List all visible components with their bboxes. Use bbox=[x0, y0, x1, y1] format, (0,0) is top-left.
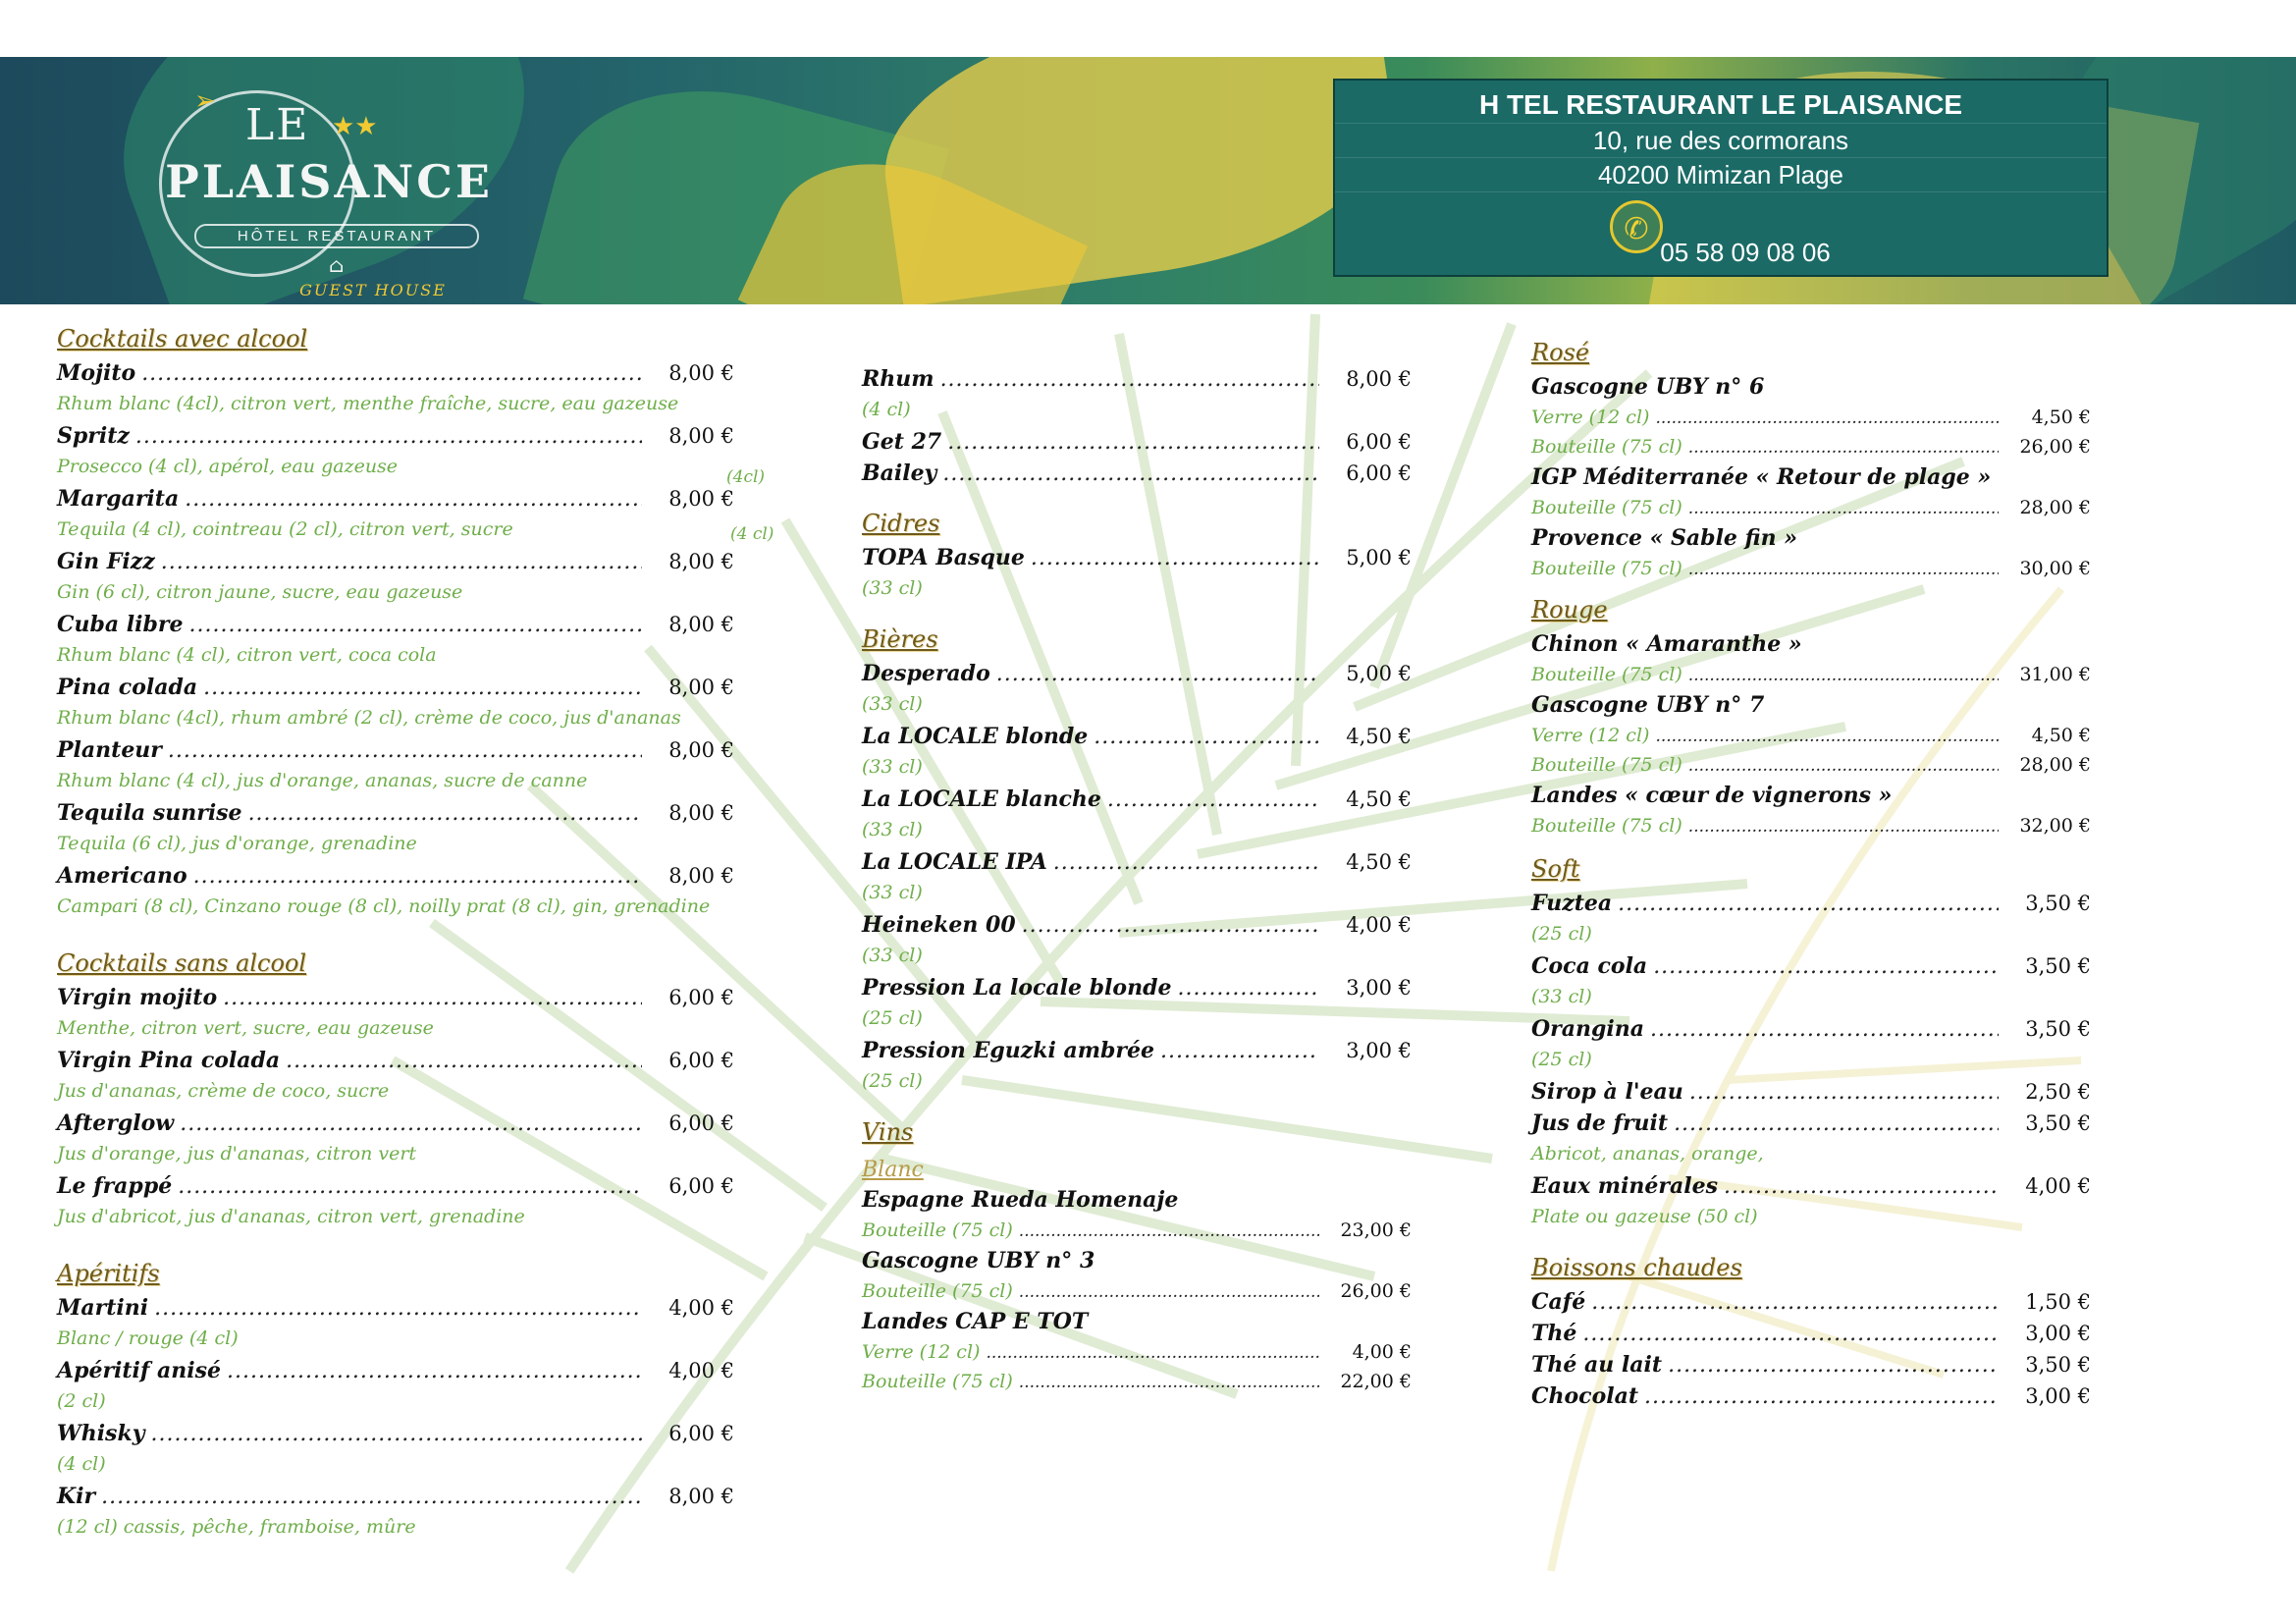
dot-leader bbox=[1022, 910, 1319, 942]
item-description: Jus d'abricot, jus d'ananas, citron vert, grenadine bbox=[57, 1206, 525, 1227]
item-name: Jus de fruit bbox=[1531, 1110, 1669, 1136]
dot-leader bbox=[1688, 751, 1999, 781]
item-price: 4,00 € bbox=[668, 1359, 734, 1382]
menu-item bbox=[57, 672, 734, 703]
wine-format-row bbox=[1531, 811, 2091, 840]
dot-leader bbox=[286, 1046, 642, 1077]
item-description: (4 cl) bbox=[862, 399, 911, 420]
item-name: La LOCALE blanche bbox=[862, 786, 1101, 812]
item-price: 32,00 € bbox=[2019, 815, 2091, 837]
header-banner bbox=[0, 57, 2296, 304]
menu-item bbox=[57, 1170, 734, 1202]
subsection-title-blanc: Blanc bbox=[862, 1158, 924, 1182]
dot-leader bbox=[203, 673, 642, 704]
item-description: (33 cl) bbox=[862, 693, 923, 715]
menu-item bbox=[862, 909, 1412, 941]
item-name: Chocolat bbox=[1531, 1383, 1639, 1409]
item-price: 4,00 € bbox=[1352, 1341, 1412, 1363]
item-name: Thé au lait bbox=[1531, 1352, 1663, 1378]
item-name: Apéritif anisé bbox=[57, 1358, 222, 1383]
vins-blanc-list bbox=[862, 1184, 1412, 1396]
format-label: Verre (12 cl) bbox=[1531, 406, 1650, 428]
wine-name bbox=[1531, 522, 2091, 554]
contact-phone-row bbox=[1335, 192, 2107, 279]
item-name: La LOCALE blonde bbox=[862, 724, 1089, 749]
item-description: (4 cl) bbox=[57, 1453, 106, 1475]
dot-leader bbox=[1019, 1277, 1319, 1307]
format-label: Bouteille (75 cl) bbox=[862, 1371, 1013, 1392]
section-title-rose: Rosé bbox=[1531, 339, 1590, 366]
menu-item bbox=[862, 721, 1412, 752]
item-name: Orangina bbox=[1531, 1016, 1644, 1042]
boissons-chaudes-list bbox=[1531, 1286, 2091, 1412]
item-price: 8,00 € bbox=[668, 550, 734, 573]
item-description: Campari (8 cl), Cinzano rouge (8 cl), noilly prat (8 cl), gin, grenadine bbox=[57, 895, 711, 917]
item-name: Gascogne UBY n° 3 bbox=[862, 1248, 1095, 1273]
section-title-rouge: Rouge bbox=[1531, 596, 1608, 623]
item-price: 8,00 € bbox=[1346, 367, 1412, 391]
menu-item bbox=[862, 784, 1412, 815]
item-price: 6,00 € bbox=[1346, 461, 1412, 485]
item-price: 30,00 € bbox=[2019, 558, 2091, 579]
item-name: Kir bbox=[57, 1484, 96, 1509]
item-name: Americano bbox=[57, 863, 187, 889]
star-rating-icon: ★★ bbox=[332, 112, 378, 141]
item-price: 8,00 € bbox=[668, 738, 734, 762]
menu-item bbox=[1531, 950, 2091, 982]
item-description: Rhum blanc (4 cl), jus d'orange, ananas, sucre de canne bbox=[57, 770, 588, 791]
dot-leader bbox=[150, 1419, 642, 1450]
item-price: 5,00 € bbox=[1346, 546, 1412, 569]
item-description: (25 cl) bbox=[1531, 923, 1592, 945]
item-name: Pression La locale blonde bbox=[862, 975, 1172, 1001]
menu-item bbox=[57, 734, 734, 766]
format-label: Bouteille (75 cl) bbox=[1531, 436, 1682, 458]
wine-name bbox=[1531, 461, 2091, 493]
dot-leader bbox=[180, 1109, 642, 1140]
dot-leader bbox=[1107, 785, 1319, 816]
item-name: Pression Eguzki ambrée bbox=[862, 1038, 1154, 1063]
item-price: 3,00 € bbox=[2025, 1384, 2091, 1408]
item-name: Virgin Pina colada bbox=[57, 1048, 281, 1073]
menu-item bbox=[862, 363, 1412, 395]
menu-item bbox=[57, 1108, 734, 1139]
dot-leader bbox=[141, 358, 642, 390]
dot-leader bbox=[161, 547, 642, 578]
menu-item bbox=[1531, 1108, 2091, 1139]
item-name: Planteur bbox=[57, 737, 162, 763]
item-description: (33 cl) bbox=[862, 882, 923, 903]
menu-item bbox=[862, 972, 1412, 1003]
format-label: Verre (12 cl) bbox=[1531, 725, 1650, 746]
item-description: Jus d'ananas, crème de coco, sucre bbox=[57, 1080, 390, 1102]
format-label: Bouteille (75 cl) bbox=[1531, 664, 1682, 685]
menu-item bbox=[862, 658, 1412, 689]
item-description: (33 cl) bbox=[862, 819, 923, 840]
item-name: Thé bbox=[1531, 1321, 1577, 1346]
menu-item bbox=[862, 458, 1412, 489]
menu-column-2 bbox=[862, 363, 1412, 1396]
item-price: 8,00 € bbox=[668, 801, 734, 825]
cidres-list bbox=[862, 542, 1412, 605]
item-price: 8,00 € bbox=[668, 613, 734, 636]
dot-leader bbox=[1653, 951, 1999, 983]
dot-leader bbox=[1019, 1217, 1319, 1246]
item-price: 4,00 € bbox=[2025, 1174, 2091, 1198]
item-name: IGP Méditerranée « Retour de plage » bbox=[1531, 464, 1992, 490]
item-description: Gin (6 cl), citron jaune, sucre, eau gazeuse bbox=[57, 581, 463, 603]
item-name: Coca cola bbox=[1531, 953, 1648, 979]
format-label: Bouteille (75 cl) bbox=[1531, 754, 1682, 776]
menu-item bbox=[57, 1355, 734, 1386]
wine-format-row bbox=[1531, 432, 2091, 461]
section-title-cocktails: Cocktails avec alcool bbox=[57, 325, 308, 352]
paper-plane-icon: ➢ bbox=[194, 86, 216, 116]
item-price: 3,50 € bbox=[2025, 1111, 2091, 1135]
menu-item bbox=[1531, 1013, 2091, 1045]
item-name: Cuba libre bbox=[57, 612, 184, 637]
menu-item bbox=[1531, 1286, 2091, 1318]
item-name: Get 27 bbox=[862, 429, 942, 455]
dot-leader bbox=[1688, 494, 1999, 523]
dot-leader bbox=[1160, 1036, 1319, 1067]
menu-item bbox=[1531, 1318, 2091, 1349]
item-price: 3,50 € bbox=[2025, 1017, 2091, 1041]
wine-format-row bbox=[1531, 493, 2091, 522]
item-description: Prosecco (4 cl), apérol, eau gazeuse bbox=[57, 456, 399, 477]
dot-leader bbox=[223, 983, 642, 1014]
menu-item bbox=[1531, 1170, 2091, 1202]
item-name: Fuztea bbox=[1531, 891, 1613, 916]
item-price: 6,00 € bbox=[668, 1049, 734, 1072]
item-description: Abricot, ananas, orange, bbox=[1531, 1143, 1764, 1164]
item-price: 22,00 € bbox=[1340, 1371, 1412, 1392]
wine-name bbox=[1531, 780, 2091, 811]
contact-address-line1: 10, rue des cormorans bbox=[1335, 124, 2107, 158]
menu-item bbox=[1531, 1076, 2091, 1108]
menu-item bbox=[57, 860, 734, 892]
item-name: Virgin mojito bbox=[57, 985, 218, 1010]
logo-guest-house: GUEST HOUSE bbox=[299, 281, 447, 299]
section-title-cidres: Cidres bbox=[862, 510, 940, 537]
item-name: Bailey bbox=[862, 460, 937, 486]
dot-leader bbox=[1053, 847, 1319, 879]
dot-leader bbox=[168, 735, 642, 767]
format-label: Bouteille (75 cl) bbox=[1531, 558, 1682, 579]
menu-item bbox=[1531, 1380, 2091, 1412]
dot-leader bbox=[189, 610, 643, 641]
item-price: 6,00 € bbox=[668, 1111, 734, 1135]
logo-subtitle: HÔTEL RESTAURANT bbox=[194, 224, 479, 248]
item-price: 4,00 € bbox=[668, 1296, 734, 1320]
item-price: 31,00 € bbox=[2019, 664, 2091, 685]
menu-item bbox=[57, 483, 734, 514]
item-description: (33 cl) bbox=[1531, 986, 1592, 1007]
item-name: Pina colada bbox=[57, 675, 198, 700]
format-label: Verre (12 cl) bbox=[862, 1341, 981, 1363]
item-name: Café bbox=[1531, 1289, 1586, 1315]
dot-leader bbox=[1688, 661, 1999, 690]
item-price: 8,00 € bbox=[668, 864, 734, 888]
format-label: Bouteille (75 cl) bbox=[1531, 497, 1682, 518]
item-price: 6,00 € bbox=[668, 1174, 734, 1198]
item-price: 26,00 € bbox=[2019, 436, 2091, 458]
item-description: Menthe, citron vert, sucre, eau gazeuse bbox=[57, 1017, 434, 1039]
dot-leader bbox=[947, 427, 1319, 459]
item-name: Heineken 00 bbox=[862, 912, 1016, 938]
section-title-soft: Soft bbox=[1531, 855, 1580, 883]
section-title-chaudes: Boissons chaudes bbox=[1531, 1254, 1742, 1281]
rouge-list bbox=[1531, 628, 2091, 840]
item-price: 8,00 € bbox=[668, 487, 734, 511]
wine-format-row bbox=[862, 1367, 1412, 1396]
wine-name bbox=[1531, 689, 2091, 721]
item-price: 4,50 € bbox=[1346, 787, 1412, 811]
item-name: Sirop à l'eau bbox=[1531, 1079, 1683, 1105]
wine-format-row bbox=[1531, 660, 2091, 689]
wine-name bbox=[1531, 628, 2091, 660]
dot-leader bbox=[185, 484, 642, 515]
dot-leader bbox=[1618, 889, 1999, 920]
item-price: 4,00 € bbox=[1346, 913, 1412, 937]
item-description: Rhum blanc (4cl), citron vert, menthe fraîche, sucre, eau gazeuse bbox=[57, 393, 679, 414]
item-description: (33 cl) bbox=[862, 945, 923, 966]
dot-leader bbox=[996, 659, 1319, 690]
menu-item bbox=[57, 420, 734, 452]
item-name: Eaux minérales bbox=[1531, 1173, 1719, 1199]
item-price: 23,00 € bbox=[1340, 1219, 1412, 1241]
dot-leader bbox=[193, 861, 642, 893]
format-label: Bouteille (75 cl) bbox=[862, 1219, 1013, 1241]
dot-leader bbox=[1650, 1014, 1999, 1046]
menu-item bbox=[57, 357, 734, 389]
dot-leader bbox=[1582, 1319, 1999, 1350]
item-price: 26,00 € bbox=[1340, 1280, 1412, 1302]
item-name: Gascogne UBY n° 7 bbox=[1531, 692, 1765, 718]
item-description: Blanc / rouge (4 cl) bbox=[57, 1327, 239, 1349]
item-name: Afterglow bbox=[57, 1110, 175, 1136]
dot-leader bbox=[1674, 1109, 1999, 1140]
menu-item bbox=[1531, 1349, 2091, 1380]
menu-column-1 bbox=[57, 324, 734, 1543]
dot-leader bbox=[1688, 555, 1999, 584]
item-name: Desperado bbox=[862, 661, 990, 686]
dot-leader bbox=[942, 459, 1319, 490]
item-description: (2 cl) bbox=[57, 1390, 106, 1412]
menu-item bbox=[1531, 888, 2091, 919]
wine-format-row bbox=[862, 1337, 1412, 1367]
menu-item bbox=[57, 1045, 734, 1076]
item-name: Provence « Sable fin » bbox=[1531, 525, 1797, 551]
item-price: 3,50 € bbox=[2025, 892, 2091, 915]
dot-leader bbox=[1177, 973, 1319, 1004]
bieres-list bbox=[862, 658, 1412, 1098]
wine-format-row bbox=[1531, 750, 2091, 780]
item-name: La LOCALE IPA bbox=[862, 849, 1047, 875]
item-name: Chinon « Amaranthe » bbox=[1531, 631, 1802, 657]
contact-address-line2: 40200 Mimizan Plage bbox=[1335, 158, 2107, 192]
item-name: Whisky bbox=[57, 1421, 145, 1446]
item-price: 3,00 € bbox=[1346, 976, 1412, 1000]
spirits-list bbox=[862, 363, 1412, 489]
dot-leader bbox=[986, 1338, 1319, 1368]
wine-format-row bbox=[1531, 721, 2091, 750]
menu-item bbox=[57, 1292, 734, 1324]
logo-name: PLAISANCE bbox=[165, 155, 493, 208]
wine-name bbox=[862, 1245, 1412, 1276]
logo-le: LE bbox=[245, 100, 310, 150]
menu-item bbox=[57, 1418, 734, 1449]
item-description: Rhum blanc (4 cl), citron vert, coca cola bbox=[57, 644, 437, 666]
cocktails-list bbox=[57, 357, 734, 923]
item-description: (25 cl) bbox=[1531, 1049, 1592, 1070]
dot-leader bbox=[1031, 543, 1319, 574]
dot-leader bbox=[178, 1171, 642, 1203]
item-description: (12 cl) cassis, pêche, framboise, mûre bbox=[57, 1516, 416, 1538]
contact-box bbox=[1333, 79, 2109, 277]
format-label: Bouteille (75 cl) bbox=[862, 1280, 1013, 1302]
item-description: (25 cl) bbox=[862, 1007, 923, 1029]
item-price: 6,00 € bbox=[1346, 430, 1412, 454]
dot-leader bbox=[227, 1356, 642, 1387]
dot-leader bbox=[1655, 722, 1999, 751]
item-name: Spritz bbox=[57, 423, 130, 449]
dot-leader bbox=[1688, 812, 1999, 841]
dot-leader bbox=[135, 421, 642, 453]
item-price: 8,00 € bbox=[668, 1485, 734, 1508]
item-price: 8,00 € bbox=[668, 361, 734, 385]
wine-name bbox=[862, 1306, 1412, 1337]
dot-leader bbox=[1019, 1368, 1319, 1397]
item-description: Tequila (6 cl), jus d'orange, grenadine bbox=[57, 833, 417, 854]
section-title-sans-alcool: Cocktails sans alcool bbox=[57, 949, 307, 977]
dot-leader bbox=[940, 364, 1319, 396]
wine-format-row bbox=[862, 1276, 1412, 1306]
item-name: Gin Fizz bbox=[57, 549, 155, 574]
dot-leader bbox=[248, 798, 642, 830]
dot-leader bbox=[1724, 1171, 1999, 1203]
dot-leader bbox=[1655, 404, 1999, 433]
menu-item bbox=[57, 797, 734, 829]
item-price: 3,00 € bbox=[2025, 1322, 2091, 1345]
dot-leader bbox=[1644, 1381, 1999, 1413]
aperitifs-list bbox=[57, 1292, 734, 1543]
menu-item bbox=[862, 542, 1412, 573]
item-name: Rhum bbox=[862, 366, 934, 392]
section-title-aperitifs: Apéritifs bbox=[57, 1260, 160, 1287]
item-name: Le frappé bbox=[57, 1173, 173, 1199]
item-price: 2,50 € bbox=[2025, 1080, 2091, 1104]
dot-leader bbox=[1689, 1077, 1999, 1109]
item-name: Mojito bbox=[57, 360, 136, 386]
item-price: 8,00 € bbox=[668, 676, 734, 699]
item-name: Gascogne UBY n° 6 bbox=[1531, 374, 1765, 400]
item-price: 8,00 € bbox=[668, 424, 734, 448]
dot-leader bbox=[154, 1293, 642, 1325]
item-price: 28,00 € bbox=[2019, 754, 2091, 776]
item-name: Martini bbox=[57, 1295, 149, 1321]
menu-column-3 bbox=[1531, 338, 2091, 1412]
contact-phone[interactable]: 05 58 09 08 06 bbox=[1660, 238, 1831, 267]
item-description: (25 cl) bbox=[862, 1070, 923, 1092]
item-price: 4,50 € bbox=[2031, 725, 2091, 746]
dot-leader bbox=[1591, 1287, 1999, 1319]
item-price: 5,00 € bbox=[1346, 662, 1412, 685]
wine-name bbox=[862, 1184, 1412, 1216]
wine-format-row bbox=[1531, 554, 2091, 583]
dot-leader bbox=[1094, 722, 1319, 753]
item-price: 6,00 € bbox=[668, 1422, 734, 1445]
item-price: 4,50 € bbox=[1346, 725, 1412, 748]
hotel-logo bbox=[157, 86, 510, 299]
item-price: 6,00 € bbox=[668, 986, 734, 1009]
format-label: Bouteille (75 cl) bbox=[1531, 815, 1682, 837]
side-note: (4 cl) bbox=[730, 524, 774, 544]
item-description: Tequila (4 cl), cointreau (2 cl), citron vert, sucre bbox=[57, 518, 513, 540]
menu-item bbox=[862, 426, 1412, 458]
item-price: 3,50 € bbox=[2025, 954, 2091, 978]
item-price: 28,00 € bbox=[2019, 497, 2091, 518]
menu-item bbox=[862, 846, 1412, 878]
item-description: Rhum blanc (4cl), rhum ambré (2 cl), crème de coco, jus d'ananas bbox=[57, 707, 681, 729]
item-name: TOPA Basque bbox=[862, 545, 1025, 570]
item-description: Jus d'orange, jus d'ananas, citron vert bbox=[57, 1143, 417, 1164]
section-title-bieres: Bières bbox=[862, 625, 938, 653]
item-price: 3,50 € bbox=[2025, 1353, 2091, 1377]
item-price: 3,00 € bbox=[1346, 1039, 1412, 1062]
rose-list bbox=[1531, 371, 2091, 583]
section-title-vins: Vins bbox=[862, 1118, 914, 1146]
soft-list bbox=[1531, 888, 2091, 1233]
item-name: Margarita bbox=[57, 486, 180, 512]
item-name: Tequila sunrise bbox=[57, 800, 242, 826]
item-price: 1,50 € bbox=[2025, 1290, 2091, 1314]
wine-format-row bbox=[1531, 403, 2091, 432]
contact-title: H TEL RESTAURANT LE PLAISANCE bbox=[1335, 81, 2107, 124]
phone-icon: ✆ bbox=[1610, 200, 1663, 253]
sans-alcool-list bbox=[57, 982, 734, 1233]
item-description: Plate ou gazeuse (50 cl) bbox=[1531, 1206, 1758, 1227]
item-name: Landes « cœur de vignerons » bbox=[1531, 783, 1893, 808]
dot-leader bbox=[101, 1482, 642, 1513]
item-description: (33 cl) bbox=[862, 756, 923, 778]
item-name: Espagne Rueda Homenaje bbox=[862, 1187, 1179, 1213]
dot-leader bbox=[1688, 433, 1999, 462]
side-note: (4cl) bbox=[726, 467, 766, 487]
house-icon: ⌂ bbox=[329, 253, 345, 277]
item-name: Landes CAP E TOT bbox=[862, 1309, 1089, 1334]
item-price: 4,50 € bbox=[1346, 850, 1412, 874]
item-description: (33 cl) bbox=[862, 577, 923, 599]
menu-item bbox=[57, 1481, 734, 1512]
wine-format-row bbox=[862, 1216, 1412, 1245]
item-price: 4,50 € bbox=[2031, 406, 2091, 428]
wine-name bbox=[1531, 371, 2091, 403]
menu-item bbox=[57, 609, 734, 640]
dot-leader bbox=[1668, 1350, 1999, 1381]
menu-item bbox=[57, 982, 734, 1013]
menu-item bbox=[862, 1035, 1412, 1066]
menu-item bbox=[57, 546, 734, 577]
